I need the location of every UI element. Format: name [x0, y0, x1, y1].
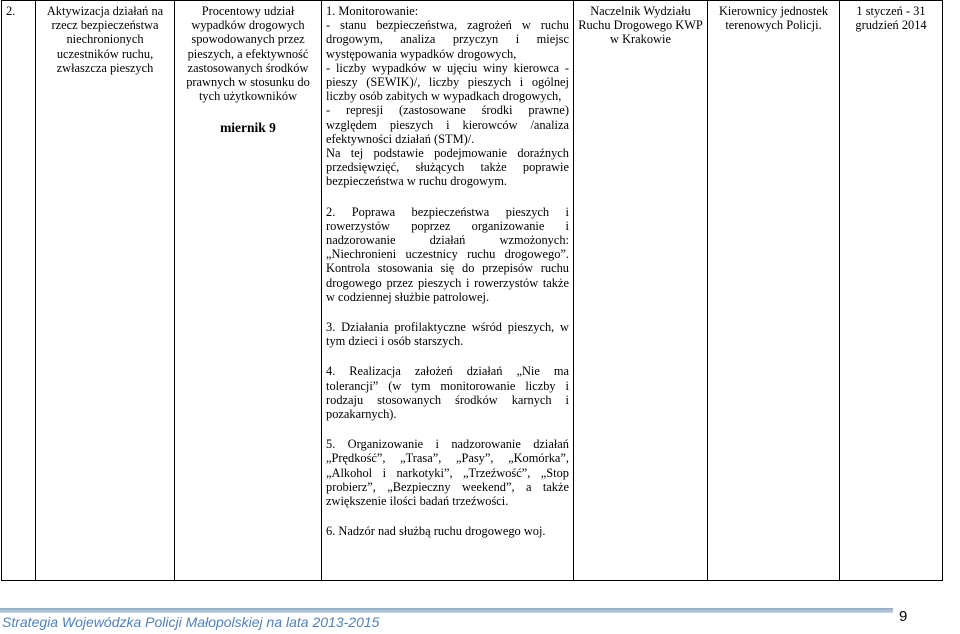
action-1-line: - represji (zastosowane środki prawne) względem pieszych i kierowców /analiza efektywności działań (STM)/.: [326, 103, 569, 146]
responsible-cell: Naczelnik Wydziału Ruchu Drogowego KWP w Krakowie: [574, 1, 708, 581]
indicator-label: miernik 9: [220, 120, 276, 136]
executors-cell: Kierownicy jednostek terenowych Policji.: [708, 1, 840, 581]
actions-cell: [322, 1, 574, 581]
action-1-line: - stanu bezpieczeństwa, zagrożeń w ruchu drogowym, analiza przyczyn i miejsc występowania wypadków drogowych,: [326, 18, 569, 61]
action-4: 4. Realizacja założeń działań „Nie ma tolerancji” (w tym monitorowanie liczby i rodzaju stosowanych środków karnych i pozakarnych).: [326, 364, 569, 422]
deadline-cell: 1 styczeń - 31 grudzień 2014: [840, 1, 943, 581]
action-1-line: - liczby wypadków w ujęciu winy kierowca - pieszy (SEWIK)/, liczby pieszych i ogólnej liczby osób zabitych w wypadkach drogowych,: [326, 60, 569, 104]
indicator-text: Procentowy udział wypadków drogowych spowodowanych przez pieszych, a efektywność zastosowanych środków prawnych w stosunku do tych użytkowników: [186, 4, 310, 104]
table-row: [2, 1, 943, 581]
strategy-table: [1, 0, 943, 581]
action-6: 6. Nadzór nad służbą ruchu drogowego woj.: [326, 524, 546, 539]
indicator-cell: [175, 1, 322, 581]
action-1-title: 1. Monitorowanie:: [326, 4, 419, 18]
action-3: 3. Działania profilaktyczne wśród pieszych, w tym dzieci i osób starszych.: [326, 320, 569, 349]
action-2: 2. Poprawa bezpieczeństwa pieszych i rowerzystów poprzez organizowanie i nadzorowanie działań wzmożonych: „Niechronieni uczestnicy ruchu drogowego”. Kontrola stosowania się do przepisów ruchu drogowego przez pieszych i rowerzystów także w codziennej służbie patrolowej.: [326, 204, 569, 304]
footer-divider: [0, 608, 893, 613]
objective-cell: Aktywizacja działań na rzecz bezpieczeństwa niechronionych uczestników ruchu, zwłaszcza pieszych: [36, 1, 175, 581]
action-1-line: Na tej podstawie podejmowanie doraźnych przedsięwzięć, służących także poprawie bezpieczeństwa w ruchu drogowym.: [326, 146, 569, 189]
page-number: 9: [899, 608, 908, 625]
action-5: 5. Organizowanie i nadzorowanie działań „Prędkość”, „Trasa”, „Pasy”, „Komórka”, „Alkohol i narkotyki”, „Trzeźwość”, „Stop probierz”, „Bezpieczny weekend”, a także zwiększenie ilości badań trzeźwości.: [326, 437, 569, 509]
footer-title: Strategia Wojewódzka Policji Małopolskiej na lata 2013-2015: [2, 614, 380, 630]
row-number: 2.: [2, 1, 36, 581]
